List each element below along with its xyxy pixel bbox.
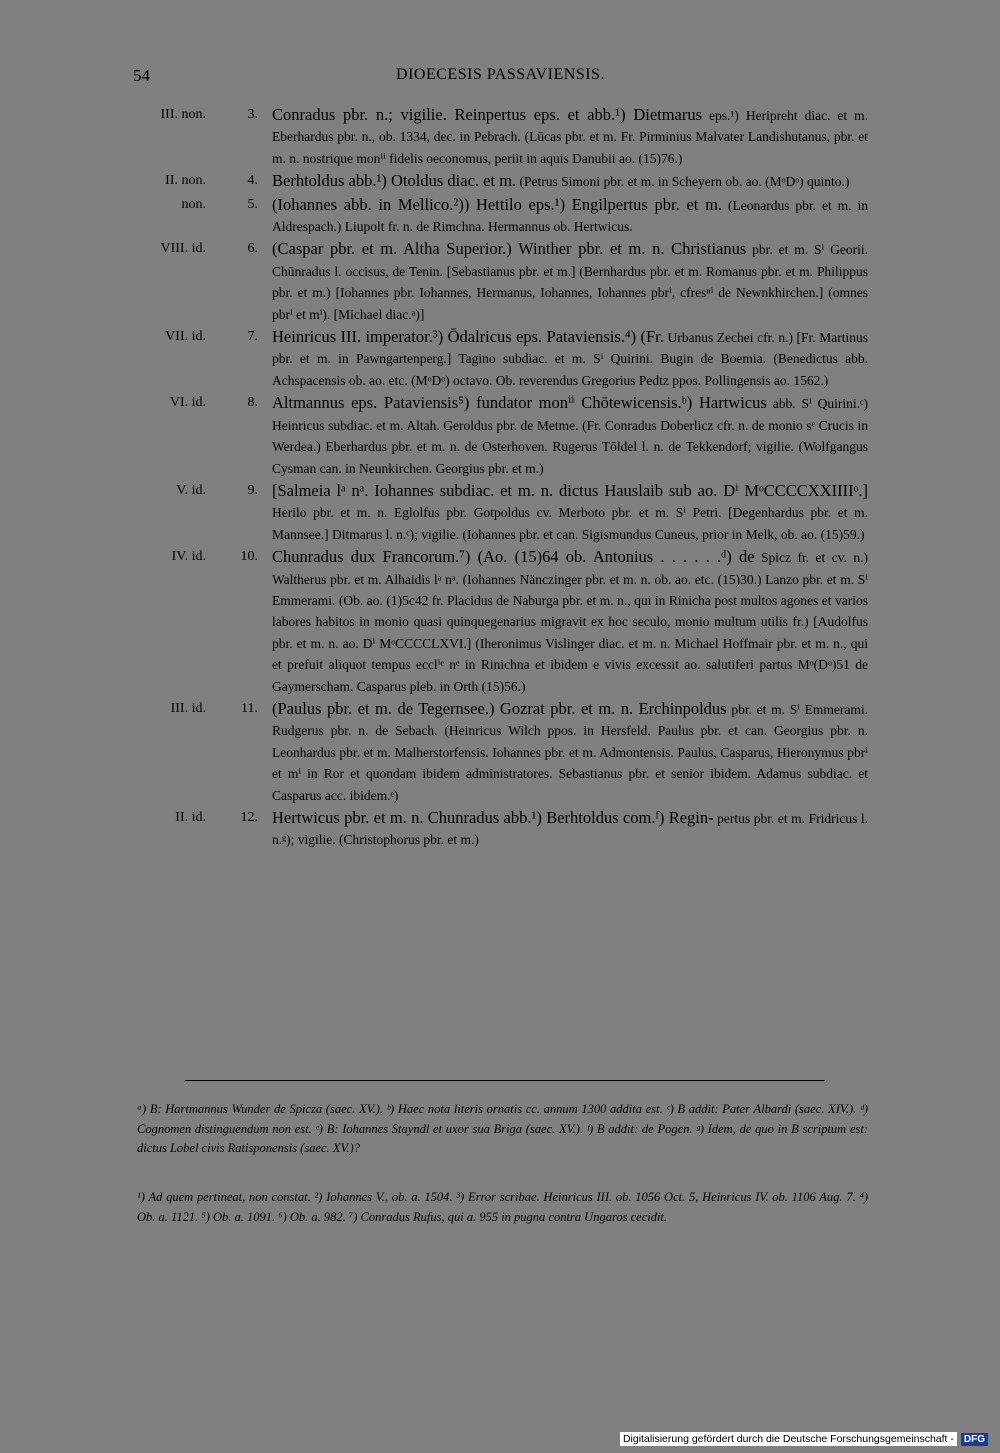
entry-lead: Conradus pbr. n.; vigilie. Reinpertus eps. et abb.¹) Dietmarus bbox=[272, 105, 703, 124]
entry-date: non. bbox=[181, 196, 206, 212]
entry-row bbox=[0, 546, 1000, 697]
footnotes-historical: ¹) Ad quem pertineat, non constat. ²) Iohannes V., ob. a. 1504. ³) Error scribae. Heinricus III. ob. 1056 Oct. 5, Heinricus IV. ob. 1106 Aug. 7. ⁴) Ob. a. 1121. ⁵) Ob. a. 1091. ⁶) Ob. a. 982. ⁷) Conradus Rufus, qui a. 955 in pugna contra Ungaros cecidit. bbox=[137, 1190, 868, 1224]
entry-body: (Petrus Simoni pbr. et m. in Scheyern ob. ao. (MᵒDᵒ) quinto.) bbox=[519, 174, 850, 190]
entry-row bbox=[0, 392, 1000, 479]
digitization-credit bbox=[620, 1431, 988, 1447]
entry-lead: Heinricus III. imperator.³) Ōdalricus eps. Pataviensis.⁴) (Fr. bbox=[272, 327, 664, 347]
entry-number: 4. bbox=[247, 173, 258, 189]
running-title: DIOECESIS PASSAVIENSIS. bbox=[396, 66, 605, 83]
entry-date: IV. id. bbox=[171, 549, 206, 565]
entry-body: (Leonardus pbr. et m. in Aldrespach.) Liupolt fr. n. de Rimchna. Hermannus ob. Hertwicus. bbox=[272, 197, 868, 235]
entry-number: 8. bbox=[247, 395, 258, 411]
entry-number: 10. bbox=[240, 549, 258, 565]
credit-text: Digitalisierung gefördert durch die Deutsche Forschungsgemeinschaft - bbox=[620, 1432, 957, 1446]
entry-date: VIII. id. bbox=[160, 241, 206, 257]
entry-date: III. non. bbox=[160, 107, 206, 122]
calendar-entries bbox=[0, 104, 1000, 852]
entry-date: II. id. bbox=[175, 810, 206, 825]
entry-body: pertus pbr. et m. Fridricus l. n.ᵍ); vigilie. (Christophorus pbr. et m.) bbox=[272, 811, 868, 848]
entry-date: VI. id. bbox=[169, 395, 206, 411]
entry-text bbox=[272, 807, 868, 851]
entry-lead: Berhtoldus abb.¹) Otoldus diac. et m. bbox=[272, 171, 517, 191]
page-header bbox=[133, 66, 868, 90]
entry-lead: [Salmeia lᵃ nᵃ. Iohannes subdiac. et m. n. dictus Hauslaib sub ao. Dⁱ MᵒCCCCXXIIIIᵒ.] bbox=[272, 480, 868, 500]
entry-body: abb. Sⁱ Quirini.ᶜ) Heinricus subdiac. et m. Altah. Geroldus pbr. de Metme. (Fr. Conradus Doberlicz cfr. n. de monio sᵉ Crucis in Werdea.) Eberhardus pbr. et m. n. de Osterhoven. Rugerus Tōldel l. n. de Tekkendorf; vigilie. (Wolfgangus Cysman can. in Neunkirchen. Georgius pbr. et m.) bbox=[272, 396, 868, 476]
entry-number: 9. bbox=[247, 482, 258, 498]
entry-number: 6. bbox=[247, 241, 258, 257]
entry-date: II. non. bbox=[165, 173, 206, 189]
entry-date: VII. id. bbox=[165, 329, 206, 345]
entry-lead: (Paulus pbr. et m. de Tegernsee.) Gozrat pbr. et m. n. Erchinpoldus bbox=[272, 698, 727, 718]
entry-lead: (Iohannes abb. in Mellico.²)) Hettilo eps.¹) Engilpertus pbr. et m. bbox=[272, 194, 723, 214]
entry-number: 5. bbox=[247, 196, 258, 212]
footnote-divider bbox=[185, 1080, 825, 1081]
entry-text bbox=[272, 480, 868, 545]
entry-date: V. id. bbox=[176, 482, 206, 498]
entry-number: 12. bbox=[240, 810, 258, 825]
entry-date: III. id. bbox=[170, 700, 206, 716]
entry-text bbox=[272, 194, 868, 238]
dfg-logo: DFG bbox=[961, 1433, 988, 1446]
entry-body: Spicz fr. et cv. n.) Waltherus pbr. et m. Alhaidis lᵃ nᵃ. (Iohannes Nänczinger pbr. et m. n. ob. ao. etc. (15)30.) Lanzo pbr. et m. Sⁱ Emmerami. (Ob. ao. (1)5c42 fr. Placidus de Naburga pbr. et m. n., qui in Rinicha post multos agones et varios labores habitos in monio quasi quinquegenarius migravit ex hoc seculo, monio multum utilis fr.) [Audolfus pbr. et m. n. ao. Dⁱ MᵒCCCCLXVI.] (Iheronimus Vislinger diac. et m. n. Michael Hoffmair pbr. et m. n., qui et prefuit aliquot tempus ecclⁱᵉ nᵉ in Rinichna et ibidem e vivis excessit ao. salutiferi partus Mᵒ(Dᵒ)51 de Gaymerscham. Casparus pleb. in Orth (15)56.) bbox=[272, 550, 869, 694]
entry-row bbox=[0, 698, 1000, 806]
entry-row bbox=[0, 194, 1000, 238]
entry-lead: Altmannus eps. Pataviensis⁵) fundator monⁱⁱ Chōtewicensis.ᵇ) Hartwicus bbox=[272, 393, 767, 413]
entry-text bbox=[272, 392, 868, 479]
entry-lead: (Caspar pbr. et m. Altha Superior.) Winther pbr. et m. n. Christianus bbox=[272, 239, 747, 259]
entry-body: Herilo pbr. et m. n. Eglolfus pbr. Gotpoldus cv. Merboto pbr. et m. Sⁱ Petri. [Degenhardus pbr. et m. Mannsee.] Ditmarus l. n.ᶜ); vigilie. (Iohannes pbr. et can. Sigismundus Cuneus, prior in Melk, ob. ao. (15)59.) bbox=[272, 505, 868, 542]
entry-row bbox=[0, 170, 1000, 192]
entry-number: 7. bbox=[247, 329, 258, 345]
entry-text bbox=[272, 238, 868, 325]
entry-text bbox=[272, 104, 868, 169]
entry-number: 3. bbox=[247, 107, 258, 122]
entry-body: Urbanus Zechei cfr. n.) [Fr. Martinus pbr. et m. in Pawngartenperg.] Tagino subdiac. et m. Sⁱ Quirini. Bugin de Boemia. (Benedictus abb. Achspacensis ob. ao. etc. (MᵒDᵒ) octavo. Ob. reverendus Gregorius Pedtz ppos. Pollingensis ao. 1562.) bbox=[272, 330, 869, 388]
entry-body: pbr. et m. Sⁱ Emmerami. Rudgerus pbr. n. de Sebach. (Heinricus Wilch ppos. in Hersfeld. Paulus pbr. et can. Georgius pbr. n. Leonhardus pbr. et m. Malherstorfensis. Iohannes pbr. et m. Admontensis. Paulus, Casparus, Hieronymus pbrⁱ et mⁱ in Ror et quondam ibidem administratores. Sebastianus pbr. et senior ibidem. Adamus subdiac. et Casparus acc. ibidem.ᵉ) bbox=[272, 701, 869, 803]
entry-row bbox=[0, 104, 1000, 169]
entry-text bbox=[272, 170, 868, 192]
entry-text bbox=[272, 698, 868, 806]
entry-number: 11. bbox=[241, 700, 258, 716]
entry-body: eps.¹) Heripreht diac. et m. Eberhardus pbr. n., ob. 1334, dec. in Pebrach. (Lūcas pbr. et m. Fr. Pirminius Malvater Landishutanus, pbr. et m. n. nostrique monⁱⁱ fidelis oeconomus, periit in aquis Danubii ao. (15)76.) bbox=[272, 108, 868, 166]
entry-row bbox=[0, 807, 1000, 851]
entry-lead: Chunradus dux Francorum.⁷) (Ao. (15)64 ob. Antonius . . . . . .ᵈ) de bbox=[272, 547, 755, 567]
entry-row bbox=[0, 326, 1000, 391]
page-number: 54 bbox=[133, 66, 150, 85]
entry-row bbox=[0, 238, 1000, 325]
entry-body: pbr. et m. Sⁱ Georii. Chūnradus l. occisus, de Tenin. [Sebastianus pbr. et m.] (Bernhardus pbr. et m. Romanus pbr. et m. Philippus pbr. et m.) [Iohannes pbr. Iohannes, Hermanus, Iohannes, Iohannes pbrⁱ, cfresⁿⁱ de Newnkhirchen.] (omnes pbrⁱ et mⁱ). [Michael diac.ᵃ)] bbox=[272, 242, 869, 322]
entry-text bbox=[272, 546, 868, 697]
entry-text bbox=[272, 326, 868, 391]
entry-lead: Hertwicus pbr. et m. n. Chunradus abb.¹) Berhtoldus com.ᶠ) Regin- bbox=[272, 808, 714, 827]
entry-row bbox=[0, 480, 1000, 545]
footnotes-variant-readings: ᵃ) B: Hartmannus Wunder de Spicza (saec. XV.). ᵇ) Haec nota literis ornatis cc. annum 1300 addita est. ᶜ) B addit: Pater Albardi (saec. XIV.). ᵈ) Cognomen distinguendum non est. ᵉ) B: Iohannes Stayndl et uxor sua Briga (saec. XV.). ᶠ) B addit: de Pogen. ᵍ) Idem, de quo in B scriptum est: dictus Lobel civis Ratisponensis (saec. XV.)? bbox=[137, 1102, 868, 1155]
